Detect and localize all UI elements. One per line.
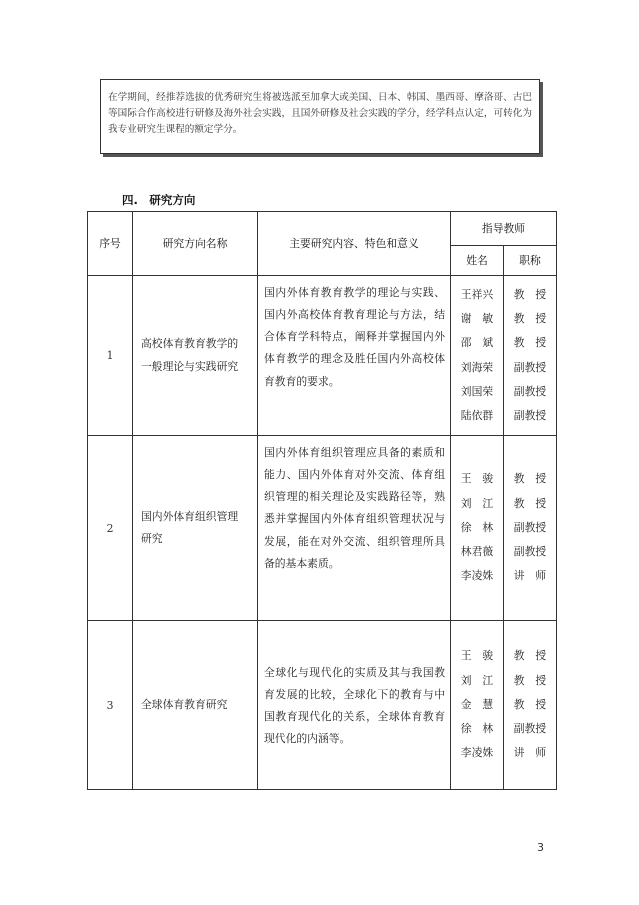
advisor-name: 邵 斌 xyxy=(460,336,494,350)
row-number: 2 xyxy=(88,436,133,621)
table-row xyxy=(88,621,557,790)
advisor-title: 副教授 xyxy=(513,520,547,534)
header-direction-name: 研究方向名称 xyxy=(133,212,258,276)
advisor-name: 刘 江 xyxy=(460,673,494,687)
advisor-name: 李凌姝 xyxy=(460,569,494,583)
intro-note-box xyxy=(100,79,540,154)
header-advisors: 指导教师 xyxy=(451,212,557,246)
advisor-name: 林君薇 xyxy=(460,545,494,559)
advisor-title: 副教授 xyxy=(513,360,547,374)
advisor-titles xyxy=(504,621,557,790)
advisor-title: 讲 师 xyxy=(513,569,547,583)
advisor-title: 教 授 xyxy=(513,697,547,711)
advisor-names xyxy=(451,276,504,436)
advisor-names xyxy=(451,621,504,790)
table-row xyxy=(88,276,557,436)
page-number: 3 xyxy=(537,841,544,854)
advisor-name: 徐 林 xyxy=(460,520,494,534)
advisor-title: 副教授 xyxy=(513,409,547,423)
advisor-title: 副教授 xyxy=(513,722,547,736)
advisor-title: 教 授 xyxy=(513,336,547,350)
advisor-name: 王祥兴 xyxy=(460,287,494,301)
advisor-name: 刘 江 xyxy=(460,496,494,510)
advisor-title: 副教授 xyxy=(513,384,547,398)
advisor-titles xyxy=(504,436,557,621)
table-row xyxy=(88,436,557,621)
advisor-name: 刘海荣 xyxy=(460,360,494,374)
direction-name: 高校体育教育教学的一般理论与实践研究 xyxy=(133,276,258,436)
advisor-name: 李凌姝 xyxy=(460,746,494,760)
advisor-title: 副教授 xyxy=(513,545,547,559)
advisor-title: 教 授 xyxy=(513,496,547,510)
advisor-title: 教 授 xyxy=(513,311,547,325)
advisor-title: 讲 师 xyxy=(513,746,547,760)
advisor-name: 谢 敏 xyxy=(460,311,494,325)
advisor-name: 金 慧 xyxy=(460,697,494,711)
advisor-title: 教 授 xyxy=(513,649,547,663)
intro-note-text: 在学期间，经推荐选拔的优秀研究生将被选派至加拿大或美国、日本、韩国、墨西哥、摩洛哥、古巴等国际合作高校进行研修及海外社会实践，且国外研修及社会实践的学分，经学科点认定，可转化为我专业研究生课程的额定学分。 xyxy=(108,92,532,135)
direction-name: 国内外体育组织管理研究 xyxy=(133,436,258,621)
direction-name: 全球体育教育研究 xyxy=(133,621,258,790)
advisor-name: 王 骏 xyxy=(460,472,494,486)
direction-content: 全球化与现代化的实质及其与我国教育发展的比较，全球化下的教育与中国教育现代化的关系，全球体育教育现代化的内涵等。 xyxy=(258,621,451,790)
research-directions-table xyxy=(87,211,557,790)
header-content: 主要研究内容、特色和意义 xyxy=(258,212,451,276)
advisor-title: 教 授 xyxy=(513,287,547,301)
row-number: 3 xyxy=(88,621,133,790)
row-number: 1 xyxy=(88,276,133,436)
header-advisor-title: 职称 xyxy=(504,246,557,276)
advisor-names xyxy=(451,436,504,621)
advisor-name: 王 骏 xyxy=(460,649,494,663)
advisor-titles xyxy=(504,276,557,436)
direction-content: 国内外体育教育教学的理论与实践、国内外高校体育教育理论与方法，结合体育学科特点，阐释并掌握国内外体育教学的理念及胜任国内外高校体育教育的要求。 xyxy=(258,276,451,436)
advisor-name: 陆依群 xyxy=(460,409,494,423)
direction-content: 国内外体育组织管理应具备的素质和能力、国内外体育对外交流、体育组织管理的相关理论及实践路径等，熟悉并掌握国内外体育组织管理状况与发展，能在对外交流、组织管理所具备的基本素质。 xyxy=(258,436,451,621)
advisor-title: 教 授 xyxy=(513,673,547,687)
advisor-title: 教 授 xyxy=(513,472,547,486)
header-no: 序号 xyxy=(88,212,133,276)
advisor-name: 徐 林 xyxy=(460,722,494,736)
advisor-name: 刘国荣 xyxy=(460,384,494,398)
header-advisor-name: 姓名 xyxy=(451,246,504,276)
section-heading: 四. 研究方向 xyxy=(122,193,196,207)
